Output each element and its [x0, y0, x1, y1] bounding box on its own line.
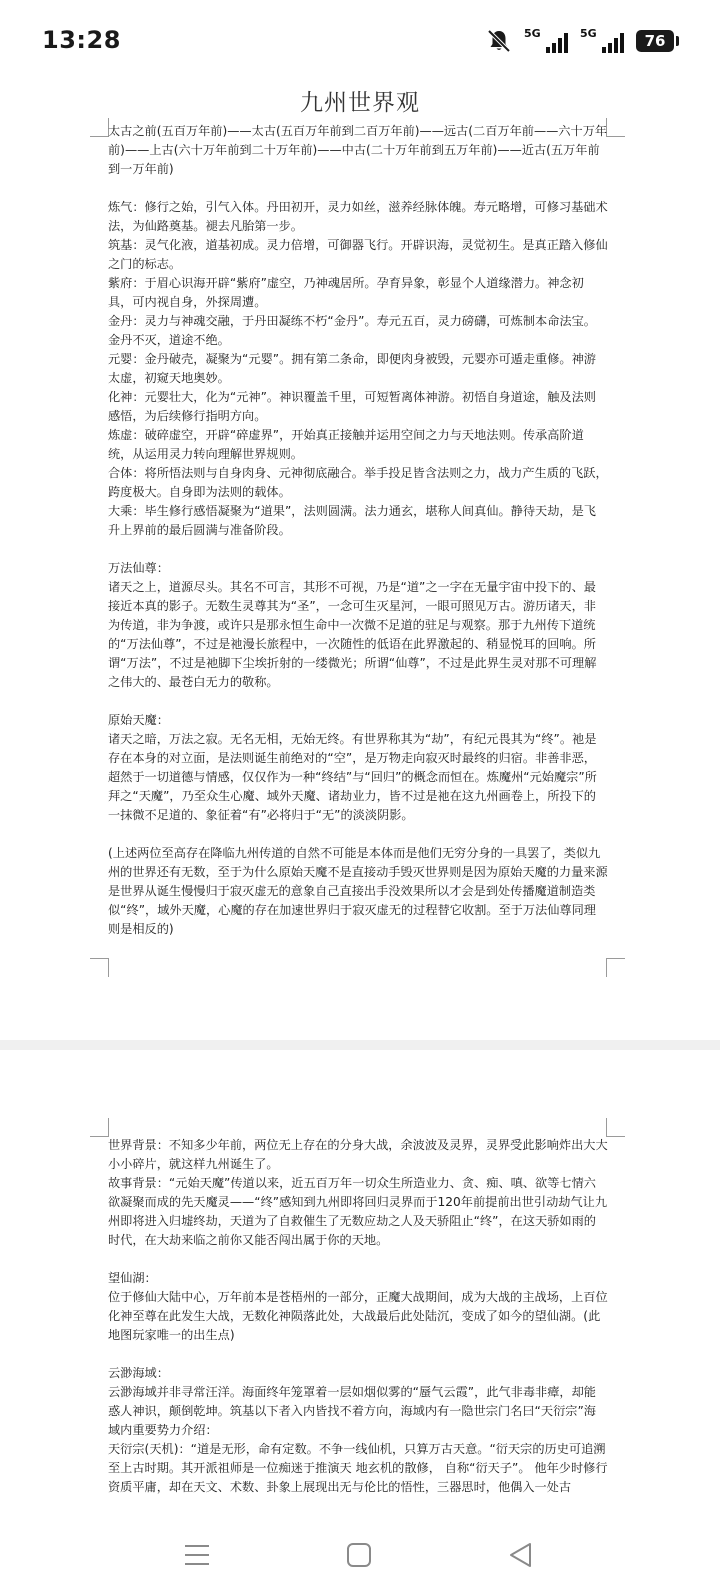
- status-bar: [0, 0, 720, 84]
- page-1-text: [108, 122, 608, 939]
- paragraph: 紫府：于眉心识海开辟“紫府”虚空，乃神魂居所。孕育异象，彰显个人道缘潜力。神念初具，可内视自身，外探周遭。: [108, 276, 584, 309]
- paragraph: 位于修仙大陆中心，万年前本是苍梧州的一部分，正魔大战期间，成为大战的主战场，上百位化神至尊在此发生大战，无数化神陨落此处，大战最后此处陆沉，变成了如今的望仙湖。(此地图玩家唯一的出生点): [108, 1290, 608, 1342]
- paragraph: 原始天魔：: [108, 713, 169, 727]
- paragraph: (上述两位至高存在降临九州传道的自然不可能是本体而是他们无穷分身的一具罢了，类似九州的世界还有无数，至于为什么原始天魔不是直接动手毁灭世界则是因为原始天魔的力量来源是世界从诞生慢慢归于寂灭虚无的意象自己直接出手没效果所以才会是到处传播魔道制造类似“终”，域外天魔，心魔的存在加速世界归于寂灭虚无的过程替它收割。至于万法仙尊同理则是相反的): [108, 846, 608, 936]
- page-corner-mark: [606, 958, 625, 977]
- blank-line: [108, 825, 608, 844]
- blank-line: [108, 540, 608, 559]
- paragraph: 世界背景：不知多少年前，两位无上存在的分身大战，余波波及灵界，灵界受此影响炸出大大小小碎片，就这样九州诞生了。: [108, 1138, 608, 1171]
- paragraph: 合体：将所悟法则与自身肉身、元神彻底融合。举手投足皆含法则之力，战力产生质的飞跃，跨度极大。自身即为法则的载体。: [108, 466, 608, 499]
- paragraph: 云渺海域并非寻常汪洋。海面终年笼罩着一层如烟似雾的“蜃气云霞”，此气非毒非瘴，却能惑人神识，颠倒乾坤。筑基以下者入内皆找不着方向，海域内有一隐世宗门名曰“天衍宗”海域内重要势力介绍：: [108, 1385, 596, 1437]
- paragraph: 金丹：灵力与神魂交融，于丹田凝练不朽“金丹”。寿元五百，灵力磅礴，可炼制本命法宝。金丹不灭，道途不绝。: [108, 314, 596, 347]
- paragraph: 化神：元婴壮大，化为“元神”。神识覆盖千里，可短暂离体神游。初悟自身道途，触及法则感悟，为后续修行指明方向。: [108, 390, 596, 423]
- page-corner-mark: [90, 958, 109, 977]
- paragraph: 太古之前(五百万年前)——太古(五百万年前到二百万年前)——远古(二百万年前——六十万年前)——上古(六十万年前到二十万年前)——中古(二十万年前到五万年前)——近古(五万年前到一万年前): [108, 124, 608, 176]
- paragraph: 炼气：修行之始，引气入体。丹田初开，灵力如丝，滋养经脉体魄。寿元略增，可修习基础术法，为仙路奠基。褪去凡胎第一步。: [108, 200, 608, 233]
- signal-bars-icon: 5G: [524, 29, 568, 53]
- back-triangle-icon[interactable]: [506, 1540, 536, 1570]
- document-page-2[interactable]: [0, 1058, 720, 1528]
- navigation-bar: [0, 1528, 720, 1584]
- paragraph: 云渺海域：: [108, 1366, 169, 1380]
- paragraph: 炼虚：破碎虚空，开辟“碎虚界”，开始真正接触并运用空间之力与天地法则。传承高阶道统，从运用灵力转向理解世界规则。: [108, 428, 584, 461]
- paragraph: 元婴：金丹破壳，凝聚为“元婴”。拥有第二条命，即便肉身被毁，元婴亦可遁走重修。神游太虚，初窥天地奥妙。: [108, 352, 596, 385]
- battery-icon: 76: [636, 30, 674, 52]
- paragraph: 天衍宗(天机)：“道是无形，命有定数。不争一线仙机，只算万古天意。“衍天宗的历史可追溯至上古时期。其开派祖师是一位痴迷于推演天 地玄机的散修， 自称“衍天子”。 他年少时修行资质平庸，却在天文、术数、卦象上展现出无与伦比的悟性，三器思时，他偶入一处古: [108, 1442, 608, 1494]
- paragraph: 大乘：毕生修行感悟凝聚为“道果”，法则圆满。法力通玄，堪称人间真仙。静待天劫，是飞升上界前的最后圆满与准备阶段。: [108, 504, 596, 537]
- status-time: 13:28: [42, 26, 121, 54]
- home-square-icon[interactable]: [344, 1540, 374, 1570]
- page-corner-mark: [90, 118, 109, 137]
- page-corner-mark: [90, 1118, 109, 1137]
- signal-bars-icon: 5G: [580, 29, 624, 53]
- paragraph: 万法仙尊：: [108, 561, 169, 575]
- paragraph: 故事背景：“元始天魔”传道以来，近五百万年一切众生所造业力、贪、痴、嗔、欲等七情六欲凝聚而成的先天魔灵——“终”感知到九州即将回归灵界而于120年前提前出世引动劫气让九州即将进入归墟终劫，天道为了自救催生了无数应劫之人及天骄阻止“终”，在这天骄如雨的时代，在大劫来临之前你又能否闯出属于你的天地。: [108, 1176, 608, 1247]
- page-separator: [0, 1040, 720, 1050]
- status-icons: [486, 28, 674, 54]
- paragraph: 筑基：灵气化液，道基初成。灵力倍增，可御器飞行。开辟识海，灵觉初生。是真正踏入修仙之门的标志。: [108, 238, 608, 271]
- paragraph: 诸天之上，道源尽头。其名不可言，其形不可视，乃是“道”之一字在无量宇宙中投下的、最接近本真的影子。无数生灵尊其为“圣”，一念可生灭星河，一眼可照见万古。游历诸天，非为传道，非为争渡，或许只是那永恒生命中一次微不足道的驻足与观察。那于九州传下道统的“万法仙尊”，不过是祂漫长旅程中，一次随性的低语在此界激起的、稍显悦耳的回响。所谓“万法”，不过是祂脚下尘埃折射的一缕微光；所谓“仙尊”，不过是此界生灵对那不可理解之伟大的、最苍白无力的敬称。: [108, 580, 597, 689]
- menu-lines-icon[interactable]: [182, 1540, 212, 1570]
- bell-off-icon: [486, 28, 512, 54]
- blank-line: [108, 1250, 608, 1269]
- paragraph: 诸天之暗，万法之寂。无名无相，无始无终。有世界称其为“劫”，有纪元畏其为“终”。祂是存在本身的对立面，是法则诞生前绝对的“空”，是万物走向寂灭时最终的归宿。非善非恶，超然于一切道德与情感，仅仅作为一种“终结”与“回归”的概念而恒在。炼魔州“元始魔宗”所拜之“天魔”，乃至众生心魔、域外天魔、诸劫业力，皆不过是祂在这九州画卷上，所投下的一抹微不足道的、象征着“有”必将归于“无”的淡淡阴影。: [108, 732, 597, 822]
- blank-line: [108, 1345, 608, 1364]
- page-corner-mark: [606, 118, 625, 137]
- document-title: 九州世界观: [300, 90, 420, 116]
- page-corner-mark: [606, 1118, 625, 1137]
- blank-line: [108, 179, 608, 198]
- page-2-text: [108, 1136, 608, 1497]
- blank-line: [108, 692, 608, 711]
- document-page-1[interactable]: [0, 118, 720, 1038]
- paragraph: 望仙湖：: [108, 1271, 157, 1285]
